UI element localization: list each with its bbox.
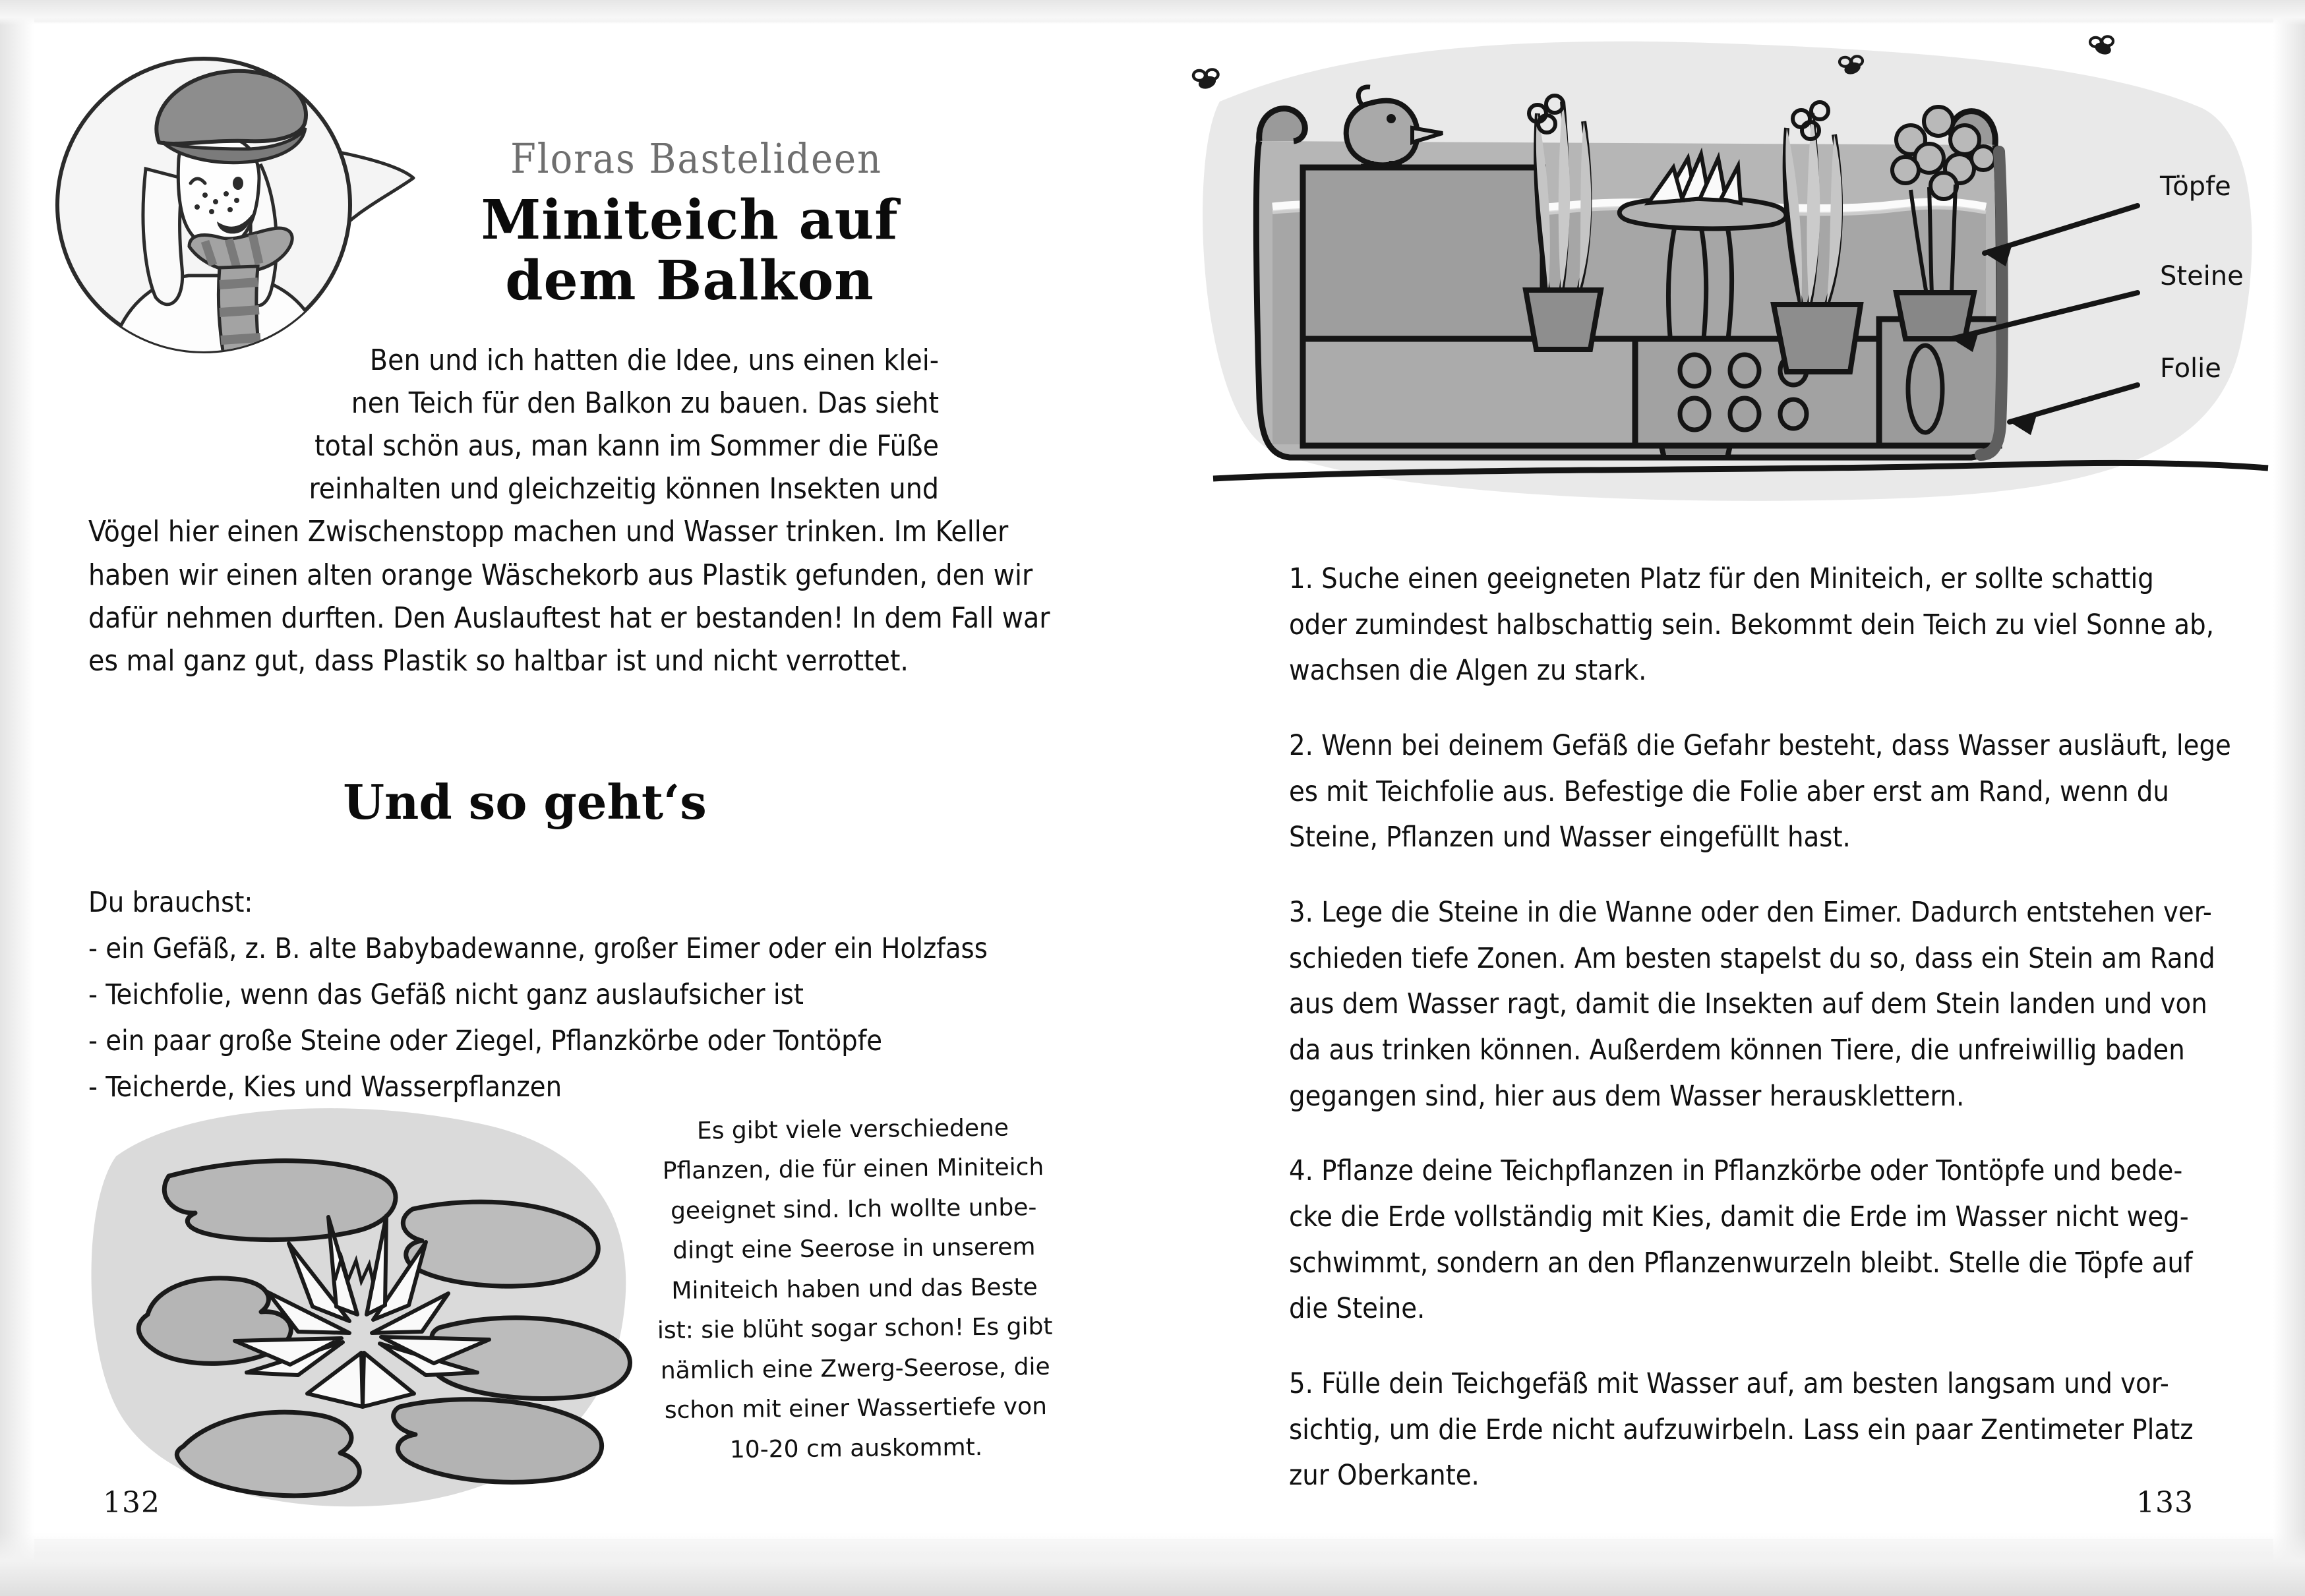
step-item — [1289, 556, 2214, 694]
intro-line: total schön aus, man kann im Sommer die Füße — [314, 429, 939, 463]
step-line: die Steine. — [1289, 1292, 1425, 1326]
step-line: 4. Pflanze deine Teichpflanzen in Pflanzkörbe oder Tontöpfe und bede- — [1289, 1154, 2183, 1188]
materials-list — [88, 879, 988, 1110]
step-item — [1289, 723, 2231, 861]
step-item — [1289, 1361, 2194, 1499]
step-line: schieden tiefe Zonen. Am besten stapelst du so, dass ein Stein am Rand — [1289, 941, 2215, 975]
step-line: da aus trinken können. Außerdem können Tiere, die unfreiwillig baden — [1289, 1033, 2185, 1067]
left-page — [30, 22, 1112, 1539]
lily-note-line: 10-20 cm auskommt. — [729, 1433, 983, 1463]
materials-item: - Teicherde, Kies und Wasserpflanzen — [88, 1071, 562, 1104]
step-line: 3. Lege die Steine in die Wanne oder den Eimer. Dadurch entstehen ver- — [1289, 895, 2212, 929]
step-line: sichtig, um die Erde nicht aufzuwirbeln. Lass ein paar Zentimeter Platz — [1289, 1413, 2194, 1446]
materials-heading: Du brauchst: — [88, 886, 253, 919]
step-line: es mit Teichfolie aus. Befestige die Folie aber erst am Rand, wenn du — [1289, 775, 2169, 808]
step-line: aus dem Wasser ragt, damit die Insekten auf dem Stein landen und von — [1289, 988, 2207, 1021]
step-line: cke die Erde vollständig mit Kies, damit die Erde im Wasser nicht weg- — [1289, 1200, 2189, 1233]
page-kicker: Floras Bastelideen — [510, 134, 882, 183]
page-number-right: 133 — [2136, 1486, 2194, 1520]
step-line: 5. Fülle dein Teichgefäß mit Wasser auf, am besten langsam und vor- — [1289, 1367, 2169, 1400]
lily-note-line: geeignet sind. Ich wollte unbe- — [670, 1194, 1037, 1225]
bee-icon — [1193, 70, 1218, 92]
materials-item: - ein paar große Steine oder Ziegel, Pflanzkörbe oder Tontöpfe — [88, 1024, 883, 1058]
intro-line: es mal ganz gut, dass Plastik so haltbar ist und nicht verrottet. — [88, 643, 909, 678]
intro-line: reinhalten und gleichzeitig können Insekten und — [309, 472, 939, 506]
title-line-1: Miniteich auf — [481, 189, 899, 252]
intro-line: Vögel hier einen Zwischenstopp machen und Wasser trinken. Im Keller — [88, 515, 1009, 549]
instruction-steps — [1289, 556, 2231, 1528]
lily-sidenote — [642, 1108, 1067, 1471]
intro-line: dafür nehmen durften. Den Auslauftest hat er bestanden! In dem Fall war — [88, 601, 1050, 635]
right-page — [1160, 22, 2275, 1539]
lily-note-line: schon mit einer Wassertiefe von — [664, 1393, 1048, 1425]
lily-note-line: nämlich eine Zwerg-Seerose, die — [660, 1353, 1050, 1384]
diagram-label-toepfe: Töpfe — [2160, 171, 2231, 202]
step-line: Steine, Pflanzen und Wasser eingefüllt hast. — [1289, 821, 1851, 854]
step-item — [1289, 890, 2215, 1119]
page-edge-top — [0, 0, 2305, 25]
step-line: oder zumindest halbschattig sein. Bekommt dein Teich zu viel Sonne ab, — [1289, 608, 2214, 641]
lily-note-line: Es gibt viele verschiedene — [696, 1114, 1009, 1145]
lily-note-line: dingt eine Seerose in unserem — [673, 1233, 1036, 1265]
step-item — [1289, 1148, 2193, 1332]
step-line: wachsen die Algen zu stark. — [1289, 654, 1647, 688]
page-title — [439, 191, 940, 312]
water-lily-illustration — [70, 1077, 650, 1525]
materials-item: - ein Gefäß, z. B. alte Babybadewanne, großer Eimer oder ein Holzfass — [88, 932, 988, 966]
intro-paragraph — [88, 339, 1050, 682]
title-line-2: dem Balkon — [505, 249, 874, 312]
diagram-label-folie: Folie — [2160, 353, 2221, 384]
materials-item: - Teichfolie, wenn das Gefäß nicht ganz auslaufsicher ist — [88, 978, 804, 1012]
step-line: 1. Suche einen geeigneten Platz für den Miniteich, er sollte schattig — [1289, 562, 2154, 595]
lily-note-line: ist: sie blüht sogar schon! Es gibt — [657, 1313, 1053, 1345]
section-heading: Und so geht‘s — [343, 774, 707, 830]
intro-line: Ben und ich hatten die Idee, uns einen klei- — [369, 343, 939, 377]
step-line: gegangen sind, hier aus dem Wasser herausklettern. — [1289, 1079, 1965, 1113]
step-line: 2. Wenn bei deinem Gefäß die Gefahr besteht, dass Wasser ausläuft, lege — [1289, 728, 2231, 762]
lily-note-line: Miniteich haben und das Beste — [671, 1273, 1038, 1305]
diagram-label-steine: Steine — [2160, 261, 2244, 291]
step-line: zur Oberkante. — [1289, 1459, 1480, 1493]
intro-line: nen Teich für den Balkon zu bauen. Das sieht — [351, 386, 939, 421]
miniteich-diagram — [1174, 29, 2294, 550]
lily-note-line: Pflanzen, die für einen Miniteich — [662, 1154, 1044, 1185]
page-edge-bottom — [0, 1533, 2305, 1596]
page-number-left: 132 — [103, 1486, 160, 1520]
step-line: schwimmt, sondern an den Pflanzenwurzeln bleibt. Stelle die Töpfe auf — [1289, 1246, 2193, 1280]
page-edge-left — [0, 0, 34, 1596]
intro-line: haben wir einen alten orange Wäschekorb aus Plastik gefunden, den wir — [88, 558, 1033, 592]
